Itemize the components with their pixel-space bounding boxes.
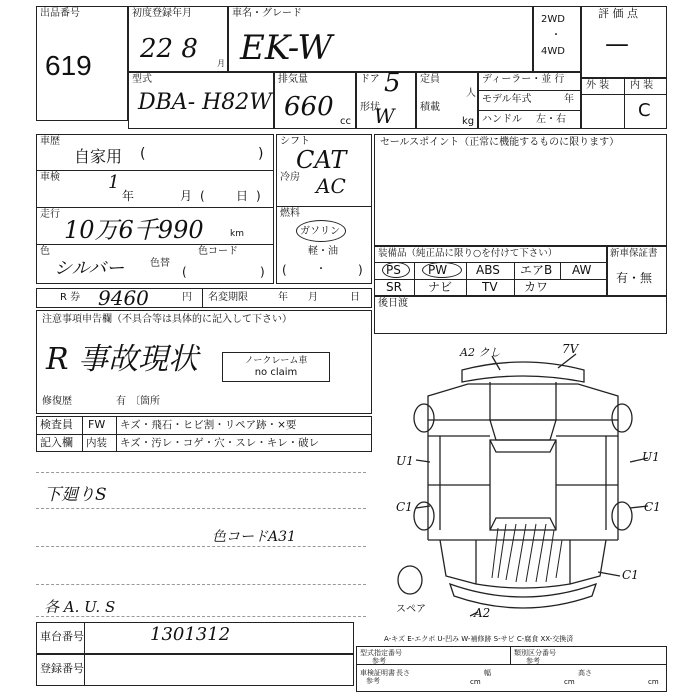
fill-label: 記入欄: [40, 436, 73, 449]
wd4: 4WD: [541, 46, 565, 57]
right-rear-wheel: [612, 502, 632, 530]
length-label: 長さ: [396, 669, 410, 677]
fuel-gasoline-circle: [296, 220, 346, 242]
handle-value: 左・右: [536, 114, 566, 125]
repair-value: 有: [116, 396, 126, 407]
inspection-month: 月: [180, 189, 193, 203]
ac-value: AC: [316, 174, 346, 198]
front-fenders: [428, 384, 618, 420]
history-paren-open: (: [140, 146, 146, 162]
leader-c1-rear: [598, 572, 620, 576]
roof: [490, 440, 556, 530]
selling-points-label: セールスポイント（正常に機能するものに限ります）: [380, 137, 620, 148]
lot-number: 619: [45, 50, 92, 81]
equip-ps-circle: [382, 262, 410, 278]
color-label: 色: [40, 246, 50, 257]
roof-front: [490, 440, 556, 452]
first-reg-label: 初度登録年月: [132, 8, 192, 19]
mileage-label: 走行: [40, 209, 60, 220]
diagram-c1-rear: C1: [622, 568, 639, 582]
hood: [490, 382, 556, 420]
height-cm: cm: [648, 678, 659, 686]
diagram-a2-bottom: A2: [474, 606, 491, 620]
recycle-box: [36, 288, 372, 308]
selling-points-box: [374, 134, 667, 246]
interior-inspect-label: 内装: [86, 437, 107, 449]
diagram-top-left-label: A2 クし: [460, 346, 501, 359]
remark-line-2: 色コードA31: [212, 529, 296, 545]
rear-gate: [476, 540, 570, 588]
no-claim-jp: ノークレーム車: [244, 356, 308, 366]
fuel-dot: ・: [316, 264, 326, 275]
disp-label: 排気量: [278, 74, 308, 85]
notes-handwritten: R 事故現状: [46, 342, 199, 377]
equip-navi: ナビ: [428, 280, 453, 294]
disp-cc: cc: [340, 116, 351, 127]
diagram-top-right-label: 7V: [562, 342, 579, 356]
chassis-label: 車台番号: [40, 630, 84, 643]
class-ref: 参考: [526, 657, 540, 665]
cert-ref: 参考: [372, 657, 386, 665]
inspection-label: 車検: [40, 172, 60, 183]
shape-label: 形状: [360, 102, 380, 113]
load-unit: kg: [462, 116, 475, 127]
inspector-label: 検査員: [40, 418, 73, 431]
model-value: DBA- H82W: [138, 90, 272, 115]
warranty-value: 有・無: [616, 271, 653, 285]
color-change-label: 色替: [150, 258, 170, 269]
warranty-label: 新車保証書: [610, 248, 658, 259]
name-change-day: 日: [350, 292, 360, 303]
equip-aw: AW: [572, 263, 592, 277]
diagram-spare-label: スペア: [396, 604, 426, 615]
left-rear-wheel: [414, 502, 434, 530]
inspection-year-value: 1: [108, 172, 120, 193]
fuel-gasoline: ガソリン: [300, 226, 340, 237]
equip-abs: ABS: [476, 263, 500, 277]
door-label: ドア: [360, 74, 380, 85]
spare-tire: [398, 566, 422, 594]
color-code-label: 色コード: [198, 246, 238, 257]
handle-label: ハンドル: [482, 114, 522, 125]
wd2: 2WD: [541, 14, 565, 25]
equip-airbag: エアB: [520, 263, 553, 277]
color-value: シルバー: [54, 258, 125, 279]
rear-window-top: [490, 518, 556, 530]
ref-label: 車検証明書: [360, 669, 395, 677]
width-label: 幅: [484, 669, 491, 677]
door-value: 5: [384, 68, 401, 98]
later-equipment-box: [374, 296, 667, 334]
inspection-paren-open: (: [200, 189, 205, 203]
inspection-year: 年: [122, 189, 135, 203]
side-panels: [440, 436, 606, 530]
shift-label: シフト: [280, 136, 310, 147]
eval-label: 評 価 点: [598, 7, 638, 20]
fw-label: FW: [88, 418, 106, 431]
equip-pw-circle: [422, 262, 462, 278]
history-label: 車歴: [40, 136, 60, 147]
left-front-wheel: [414, 404, 434, 432]
no-claim-en: no claim: [254, 367, 298, 378]
equip-leather: カワ: [524, 280, 549, 294]
damage-legend: A-キズ E-エクボ U-凹み W-補修跡 S-サビ C-腐食 XX-交換済: [384, 635, 574, 643]
right-front-wheel: [612, 404, 632, 432]
later-equipment-label: 後日渡: [378, 298, 408, 309]
fuel-paren-open: (: [282, 263, 287, 277]
name-change-year: 年: [278, 292, 288, 303]
name-change-label: 名変期限: [208, 292, 248, 303]
history-value: 自家用: [74, 147, 123, 166]
equip-pw: PW: [428, 263, 448, 277]
shift-value: CAT: [296, 146, 347, 174]
disp-value: 660: [284, 92, 334, 122]
interior-value: C: [638, 100, 651, 121]
capacity-unit: 人: [466, 88, 476, 99]
height-label: 高さ: [578, 669, 592, 677]
month-unit: 月: [217, 59, 225, 68]
model-year-label: モデル年式: [482, 94, 532, 105]
fw-text: キズ・飛石・ヒビ割・リペア跡・×要: [120, 419, 297, 431]
repair-location-label: 〔箇所: [130, 396, 160, 407]
recycle-value: 9460: [98, 286, 149, 310]
equipment-label: 装備品（純正品に限り○を付けて下さい）: [378, 248, 558, 259]
fuel-diesel: 軽・油: [308, 246, 338, 257]
name-grade-value: EK-W: [240, 28, 333, 68]
inspection-paren-close: ): [256, 189, 261, 203]
eval-value: —: [605, 30, 629, 58]
history-paren-close: ): [258, 146, 264, 162]
interior-text: キズ・汚レ・コゲ・穴・スレ・キレ・破レ: [120, 437, 320, 449]
shape-value: W: [374, 104, 395, 128]
diagram-u1-left: U1: [396, 454, 414, 468]
color-paren-open: (: [182, 265, 187, 279]
no-claim-stamp: [222, 352, 330, 382]
inspection-day: 日: [236, 189, 249, 203]
capacity-label: 定員: [420, 74, 440, 85]
load-label: 積載: [420, 102, 440, 113]
model-year-unit: 年: [564, 94, 574, 105]
color-paren-close: ): [260, 265, 265, 279]
fuel-label: 燃料: [280, 208, 300, 219]
equip-tv: TV: [482, 280, 498, 294]
diagram-c1-left: C1: [396, 500, 413, 514]
remark-line-3: 各 A. U. S: [44, 598, 116, 616]
car-damage-diagram: [380, 340, 667, 630]
rear-quarters: [440, 540, 606, 584]
cert-label: 型式指定番号: [360, 649, 402, 657]
fuel-paren-close: ): [358, 263, 363, 277]
name-grade-label: 車名・グレード: [232, 8, 302, 19]
name-change-month: 月: [308, 292, 318, 303]
interior-label: 内 装: [630, 80, 654, 91]
diagram-u1-right: U1: [642, 450, 660, 464]
lot-label: 出品番号: [40, 8, 80, 19]
recycle-label: R 券: [60, 292, 81, 303]
body-sides: [428, 420, 618, 540]
equip-sr: SR: [386, 280, 402, 294]
windshield: [490, 420, 556, 440]
registration-label: 登録番号: [40, 662, 84, 675]
width-cm: cm: [564, 678, 575, 686]
remark-line-1: 下廻りS: [44, 485, 107, 505]
front-bumper: [462, 362, 584, 382]
ref-ref: 参考: [366, 677, 380, 685]
ac-label: 冷房: [280, 172, 300, 183]
equip-ps: PS: [386, 263, 401, 277]
diagram-c1-right: C1: [644, 500, 661, 514]
chassis-value: 1301312: [150, 624, 231, 645]
dealer-label: ディーラー・並 行: [482, 74, 565, 85]
notes-label: 注意事項申告欄（不具合等は具体的に記入して下さい）: [42, 314, 292, 325]
repair-label: 修復歴: [42, 396, 72, 407]
model-label: 型式: [132, 74, 152, 85]
wd-dot: ・: [551, 30, 561, 41]
class-label: 類別区分番号: [514, 649, 556, 657]
recycle-yen: 円: [182, 292, 192, 303]
first-reg-value: 22 8: [140, 34, 198, 64]
mileage-unit: km: [230, 229, 244, 239]
exterior-label: 外 装: [586, 80, 610, 91]
length-cm: cm: [470, 678, 481, 686]
damage-hatching: [492, 524, 562, 582]
mileage-value: 10万6千990: [64, 216, 204, 244]
